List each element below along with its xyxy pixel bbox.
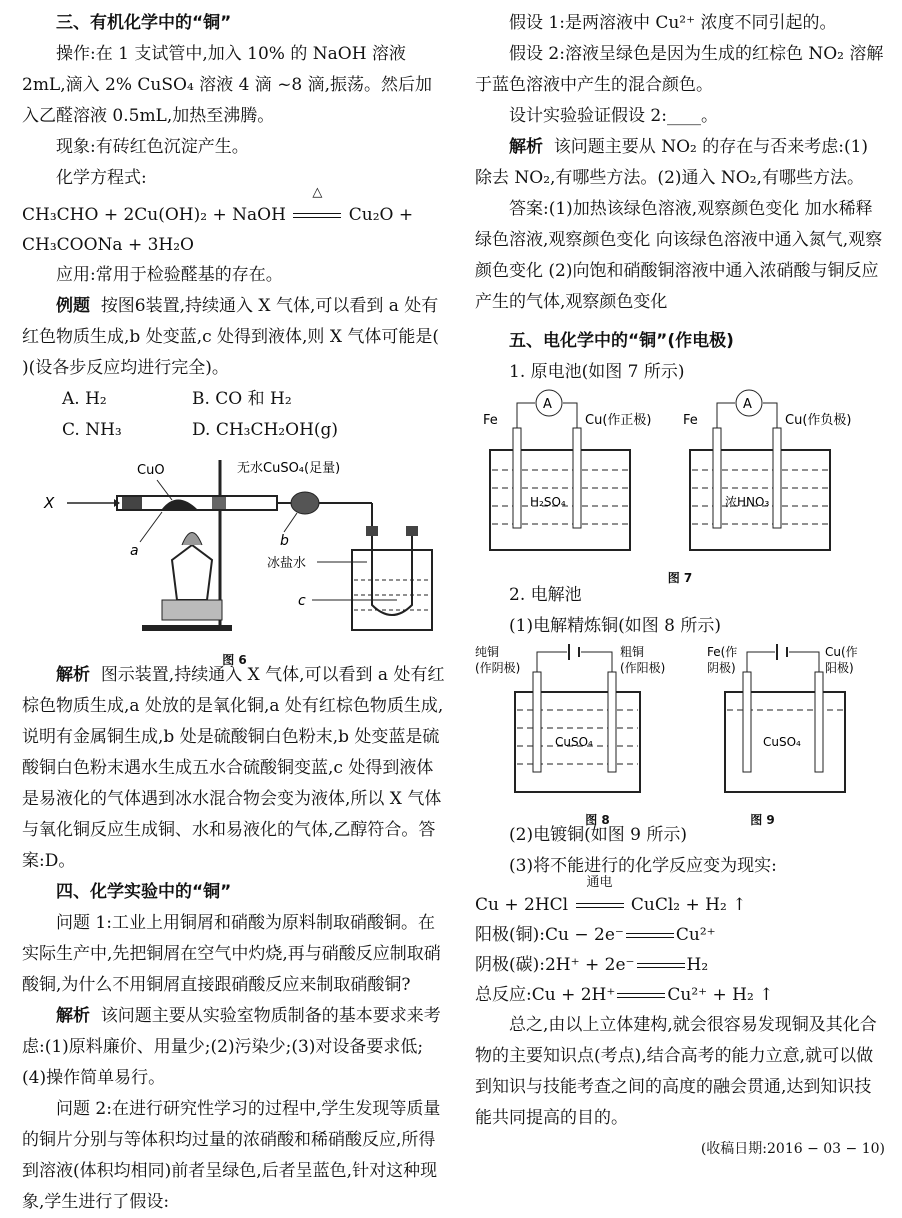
fig6-c-label: c — [298, 593, 306, 609]
hypothesis-2: 假设 2:溶液呈绿色是因为生成的红棕色 NO₂ 溶解于蓝色溶液中产生的混合颜色。 — [475, 44, 884, 95]
question-2-analysis — [475, 132, 885, 194]
electrify-label: 通电 — [586, 875, 613, 890]
figures-8-9 — [475, 642, 885, 827]
refining-title: (1)电解精炼铜(如图 8 所示) — [509, 616, 721, 636]
right-column — [475, 8, 885, 1165]
equation-total — [475, 980, 885, 1010]
eq1-right: CuCl₂ + H₂ ↑ — [630, 895, 747, 915]
fig9-cu-label: Cu(作 — [825, 645, 858, 659]
figure-7-diagram — [475, 388, 885, 558]
fig9-anode-label: 阳极) — [825, 661, 854, 675]
plating-title: (2)电镀铜(如图 9 所示) — [509, 825, 687, 845]
nonreaction-title: (3)将不能进行的化学反应变为现实: — [509, 856, 777, 876]
eq4-left: 总反应:Cu + 2H⁺ — [475, 985, 616, 1005]
option-d: D. CH₃CH₂OH(g) — [192, 420, 339, 440]
fig8-cell — [475, 644, 665, 792]
section4-title: 四、化学实验中的“铜” — [56, 882, 232, 902]
option-b: B. CO 和 H₂ — [192, 389, 292, 409]
figure-6-diagram — [22, 450, 447, 640]
fig9-solution-label: CuSO₄ — [763, 735, 801, 749]
fig7-cell-left — [483, 390, 651, 550]
galvanic-cell-title: 1. 原电池(如图 7 所示) — [509, 362, 685, 382]
fig7-cell-right — [683, 390, 851, 550]
electrolysis-title: 2. 电解池 — [509, 585, 582, 605]
summary: 总之,由以上立体建构,就会很容易发现铜及其化合物的主要知识点(考点),结合高考的能力立意,就可以做到知识与技能考查之间的高度的融会贯通,达到知识技能共同提高的目的。 — [475, 1015, 877, 1128]
section3-phenomenon: 现象:有砖红色沉淀产生。 — [56, 137, 249, 157]
fig9-cathode-label: 阴极) — [707, 661, 736, 675]
equation-products: Cu₂O + — [348, 205, 414, 225]
equation-anode — [475, 920, 885, 950]
fig6-b-label: b — [280, 533, 289, 549]
section3-operation: 操作:在 1 支试管中,加入 10% 的 NaOH 溶液 2mL,滴入 2% CuSO₄ 溶液 4 滴 ~8 滴,振荡。然后加入乙醛溶液 0.5mL,加热至沸腾。 — [22, 44, 433, 126]
question-1: 问题 1:工业上用铜屑和硝酸为原料制取硝酸铜。在实际生产中,先把铜屑在空气中灼烧,再与硝酸反应制取硝酸铜,为什么不用铜屑直接跟硝酸反应来制取硝酸铜? — [22, 913, 441, 995]
example-label: 例题 — [56, 296, 90, 316]
fig8-pure-copper-label: 纯铜 — [475, 645, 500, 659]
section3-equation-line2: CH₃COONa + 3H₂O — [22, 235, 194, 255]
figure-6-caption: 图 6 — [222, 653, 247, 667]
eq2-right: Cu²⁺ — [675, 925, 716, 945]
received-date: (收稿日期:2016 − 03 − 10) — [700, 1141, 885, 1157]
question-2: 问题 2:在进行研究性学习的过程中,学生发现等质量的铜片分别与等体积均过量的浓硝酸和稀硝酸反应,所得到溶液(体积均相同)前者呈绿色,后者呈蓝色,针对这种现象,学生进行了假设: — [22, 1099, 441, 1212]
ammeter-label: A — [743, 397, 752, 412]
fig6-ice-label: 冰盐水 — [267, 556, 307, 571]
figure-7-caption: 图 7 — [667, 571, 693, 585]
fig7-cu-negative-label: Cu(作负极) — [785, 413, 852, 428]
section3-title: 三、有机化学中的“铜” — [56, 13, 232, 33]
eq3-left: 阴极(碳):2H⁺ + 2e⁻ — [475, 955, 635, 975]
analysis-text: 该问题主要从实验室物质制备的基本要求来考虑:(1)原料廉价、用量少;(2)污染少;(3)对设备要求低;(4)操作简单易行。 — [22, 1006, 441, 1088]
design-experiment: 设计实验验证假设 2:____。 — [509, 106, 718, 126]
question-2-answer: 答案:(1)加热该绿色溶液,观察颜色变化 加水稀释绿色溶液,观察颜色变化 向该绿色溶液中通入氮气,观察颜色变化 (2)向饱和硝酸铜溶液中通入浓硝酸与铜反应产生的气体,观察颜色变化 — [475, 199, 883, 312]
left-column — [22, 8, 447, 1218]
fig6-cuo-label: CuO — [137, 463, 165, 478]
figure-8-9-captions — [475, 811, 885, 829]
section3-equation — [22, 185, 447, 230]
hypothesis-1: 假设 1:是两溶液中 Cu²⁺ 浓度不同引起的。 — [509, 13, 837, 33]
equation-reactants: CH₃CHO + 2Cu(OH)₂ + NaOH — [22, 205, 286, 225]
heat-symbol: △ — [312, 185, 323, 200]
equation-condition — [291, 185, 343, 230]
figure-6 — [22, 450, 447, 667]
eq1-condition — [574, 875, 626, 920]
fig7-fe-label: Fe — [483, 413, 498, 428]
figure-8-caption: 图 8 — [585, 813, 610, 827]
eq2-left: 阳极(铜):Cu − 2e⁻ — [475, 925, 624, 945]
option-a: A. H₂ — [62, 389, 107, 409]
analysis-text: 图示装置,持续通入 X 气体,可以看到 a 处有红棕色物质生成,a 处放的是氧化铜,a 处有红棕色物质生成,说明有金属铜生成,b 处是硫酸铜白色粉末,b 处变蓝是硫酸铜白色粉末遇水生成五水合硫酸铜变蓝,c 处得到液体是易液化的气体遇到冰水混合物会变为液体,所以 X 气体与氧化铜反应生成铜、水和易液化的气体,乙醇符合。答案:D。 — [22, 665, 445, 871]
fig6-a-label: a — [130, 543, 139, 559]
analysis-label: 解析 — [509, 137, 543, 157]
section3-equation-label: 化学方程式: — [56, 168, 147, 188]
equation-electrolysis — [475, 875, 885, 920]
eq4-right: Cu²⁺ + H₂ ↑ — [667, 985, 774, 1005]
fig7-hno3-label: 浓HNO₃ — [725, 495, 770, 509]
fig8-cathode-label: (作阴极) — [475, 661, 521, 675]
fig9-cell — [707, 644, 858, 792]
option-c: C. NH₃ — [62, 420, 122, 440]
ammeter-label: A — [543, 397, 552, 412]
equation-cathode — [475, 950, 885, 980]
fig8-solution-label: CuSO₄ — [555, 735, 593, 749]
section3-application: 应用:常用于检验醛基的存在。 — [56, 265, 283, 285]
fig7-h2so4-label: H₂SO₄ — [530, 495, 566, 509]
fig8-crude-copper-label: 粗铜 — [620, 645, 645, 659]
example-options — [22, 384, 447, 446]
fig9-fe-label: Fe(作 — [707, 645, 738, 659]
figure-7 — [475, 388, 885, 585]
example-analysis — [22, 660, 447, 877]
eq3-right: H₂ — [686, 955, 709, 975]
eq1-left: Cu + 2HCl — [475, 895, 569, 915]
fig8-anode-label: (作阳极) — [620, 661, 666, 675]
analysis-label: 解析 — [56, 1006, 90, 1026]
section5-title: 五、电化学中的“铜”(作电极) — [509, 331, 734, 351]
figure-9-caption: 图 9 — [750, 813, 775, 827]
analysis-text: 该问题主要从 NO₂ 的存在与否来考虑:(1)除去 NO₂,有哪些方法。(2)通入 NO₂,有哪些方法。 — [475, 137, 869, 188]
fig7-fe-label: Fe — [683, 413, 698, 428]
figures-8-9-diagram — [475, 642, 885, 800]
analysis-label: 解析 — [56, 665, 90, 685]
question-1-analysis — [22, 1001, 447, 1094]
fig6-anhydrous-label: 无水CuSO₄(足量) — [237, 461, 341, 476]
example-question — [22, 291, 447, 384]
example-text: 按图6装置,持续通入 X 气体,可以看到 a 处有红色物质生成,b 处变蓝,c 处得到液体,则 X 气体可能是( )(设各步反应均进行完全)。 — [22, 296, 439, 378]
fig7-cu-positive-label: Cu(作正极) — [585, 413, 652, 428]
fig6-x-label: X — [44, 494, 55, 512]
